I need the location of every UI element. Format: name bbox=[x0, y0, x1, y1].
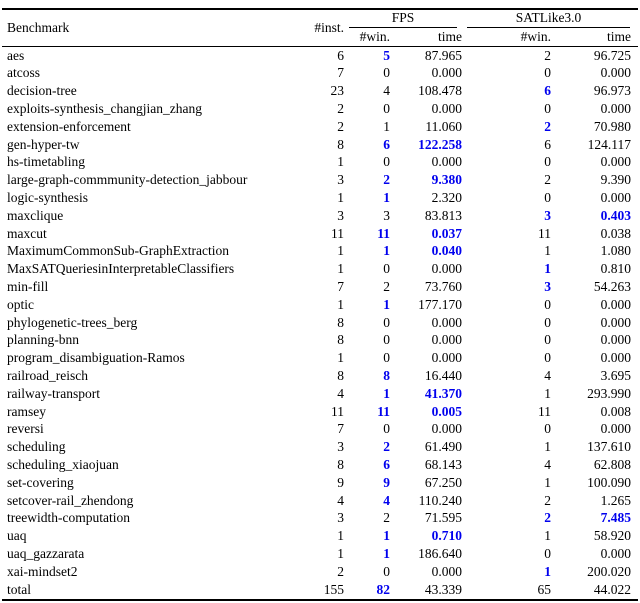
fps-win-cell: 4 bbox=[383, 492, 390, 508]
satlike-time-cell: 96.973 bbox=[593, 83, 631, 99]
inst-count-cell: 3 bbox=[337, 172, 344, 188]
fps-win-cell: 2 bbox=[383, 172, 390, 188]
satlike-win-cell: 6 bbox=[544, 83, 551, 99]
fps-group-label: FPS bbox=[349, 10, 457, 28]
table-row bbox=[2, 438, 638, 456]
satlike-time-cell: 0.810 bbox=[600, 261, 631, 277]
benchmark-name-cell: optic bbox=[7, 296, 34, 312]
col-header-satlike-time: time bbox=[554, 28, 638, 46]
fps-time-cell: 0.005 bbox=[431, 403, 462, 419]
satlike-time-cell: 0.000 bbox=[600, 546, 631, 561]
satlike-win-cell: 2 bbox=[544, 118, 551, 134]
satlike-time-cell: 200.020 bbox=[587, 563, 631, 579]
col-group-satlike bbox=[465, 9, 638, 28]
table-row bbox=[2, 314, 638, 332]
col-header-satlike-win: #win. bbox=[465, 28, 554, 46]
fps-time-cell: 0.000 bbox=[431, 261, 462, 277]
table-row bbox=[2, 563, 638, 581]
fps-time-cell: 71.595 bbox=[424, 510, 462, 526]
fps-time-cell: 0.000 bbox=[431, 332, 462, 348]
satlike-win-cell: 1 bbox=[544, 528, 551, 544]
satlike-win-cell: 1 bbox=[544, 474, 551, 490]
satlike-win-cell: 3 bbox=[544, 207, 551, 223]
satlike-time-cell: 1.265 bbox=[600, 492, 631, 508]
inst-count-cell: 3 bbox=[337, 439, 344, 455]
inst-count-cell: 2 bbox=[337, 101, 344, 117]
benchmark-name-cell: program_disambiguation-Ramos bbox=[7, 350, 185, 366]
fps-time-cell: 186.640 bbox=[418, 546, 462, 561]
satlike-time-cell: 0.000 bbox=[600, 101, 631, 117]
table-row bbox=[2, 545, 638, 563]
table-row bbox=[2, 243, 638, 261]
satlike-win-cell: 1 bbox=[544, 385, 551, 401]
table-row bbox=[2, 118, 638, 136]
benchmark-name-cell: scheduling_xiaojuan bbox=[7, 457, 119, 473]
table-row bbox=[2, 581, 638, 600]
inst-count-cell: 2 bbox=[337, 118, 344, 134]
table-row bbox=[2, 65, 638, 83]
satlike-win-cell: 0 bbox=[544, 350, 551, 366]
inst-count-cell: 1 bbox=[337, 528, 344, 544]
fps-time-cell: 0.000 bbox=[431, 101, 462, 117]
fps-time-cell: 87.965 bbox=[424, 47, 462, 63]
table-row bbox=[2, 510, 638, 528]
inst-count-cell: 1 bbox=[337, 546, 344, 561]
inst-count-cell: 1 bbox=[337, 243, 344, 259]
inst-count-cell: 1 bbox=[337, 190, 344, 206]
col-header-inst: #inst. bbox=[290, 9, 347, 46]
satlike-time-cell: 0.000 bbox=[600, 154, 631, 170]
benchmark-name-cell: planning-bnn bbox=[7, 332, 79, 348]
table-row bbox=[2, 385, 638, 403]
satlike-win-cell: 3 bbox=[544, 279, 551, 295]
satlike-time-cell: 137.610 bbox=[587, 439, 631, 455]
satlike-time-cell: 0.000 bbox=[600, 190, 631, 206]
satlike-time-cell: 1.080 bbox=[600, 243, 631, 259]
satlike-win-cell: 65 bbox=[537, 581, 551, 597]
satlike-time-cell: 9.390 bbox=[600, 172, 631, 188]
fps-time-cell: 108.478 bbox=[418, 83, 462, 99]
table-body bbox=[2, 46, 638, 599]
inst-count-cell: 1 bbox=[337, 154, 344, 170]
satlike-time-cell: 7.485 bbox=[600, 510, 631, 526]
inst-count-cell: 6 bbox=[337, 47, 344, 63]
satlike-time-cell: 44.022 bbox=[593, 581, 631, 597]
inst-count-cell: 4 bbox=[337, 385, 344, 401]
fps-time-cell: 0.000 bbox=[431, 314, 462, 330]
fps-win-cell: 6 bbox=[383, 457, 390, 473]
satlike-time-cell: 62.808 bbox=[593, 457, 631, 473]
benchmark-name-cell: scheduling bbox=[7, 439, 66, 455]
satlike-win-cell: 2 bbox=[544, 172, 551, 188]
fps-win-cell: 0 bbox=[383, 421, 390, 437]
fps-time-cell: 2.320 bbox=[431, 190, 462, 206]
fps-win-cell: 1 bbox=[383, 190, 390, 206]
fps-win-cell: 1 bbox=[383, 528, 390, 544]
fps-win-cell: 0 bbox=[383, 350, 390, 366]
satlike-win-cell: 2 bbox=[544, 47, 551, 63]
fps-time-cell: 177.170 bbox=[418, 296, 462, 312]
satlike-win-cell: 1 bbox=[544, 563, 551, 579]
fps-win-cell: 0 bbox=[383, 154, 390, 170]
satlike-time-cell: 0.000 bbox=[600, 332, 631, 348]
benchmark-results-table bbox=[2, 8, 638, 601]
inst-count-cell: 8 bbox=[337, 457, 344, 473]
table-row bbox=[2, 349, 638, 367]
fps-time-cell: 0.040 bbox=[431, 243, 462, 259]
satlike-win-cell: 2 bbox=[544, 510, 551, 526]
table-row bbox=[2, 456, 638, 474]
benchmark-name-cell: exploits-synthesis_changjian_zhang bbox=[7, 101, 202, 117]
satlike-win-cell: 0 bbox=[544, 296, 551, 312]
fps-time-cell: 83.813 bbox=[424, 207, 462, 223]
benchmark-name-cell: phylogenetic-trees_berg bbox=[7, 314, 138, 330]
benchmark-name-cell: MaximumCommonSub-GraphExtraction bbox=[7, 243, 229, 259]
table-row bbox=[2, 278, 638, 296]
table-row bbox=[2, 421, 638, 439]
inst-count-cell: 8 bbox=[337, 136, 344, 152]
table-row bbox=[2, 171, 638, 189]
benchmark-name-cell: setcover-rail_zhendong bbox=[7, 492, 134, 508]
fps-win-cell: 0 bbox=[383, 314, 390, 330]
fps-time-cell: 11.060 bbox=[425, 118, 462, 134]
satlike-win-cell: 4 bbox=[544, 368, 551, 384]
fps-win-cell: 6 bbox=[383, 136, 390, 152]
table-row bbox=[2, 403, 638, 421]
benchmark-name-cell: reversi bbox=[7, 421, 44, 437]
benchmark-name-cell: total bbox=[7, 581, 31, 597]
satlike-win-cell: 0 bbox=[544, 101, 551, 117]
satlike-win-cell: 6 bbox=[544, 136, 551, 152]
benchmark-name-cell: large-graph-commmunity-detection_jabbour bbox=[7, 172, 248, 188]
col-group-fps bbox=[347, 9, 465, 28]
fps-win-cell: 1 bbox=[383, 385, 390, 401]
benchmark-name-cell: aes bbox=[7, 47, 25, 63]
inst-count-cell: 11 bbox=[331, 225, 344, 241]
satlike-time-cell: 293.990 bbox=[587, 385, 631, 401]
inst-count-cell: 7 bbox=[337, 421, 344, 437]
satlike-time-cell: 124.117 bbox=[587, 136, 631, 152]
inst-count-cell: 2 bbox=[337, 563, 344, 579]
inst-count-cell: 11 bbox=[331, 403, 344, 419]
inst-count-cell: 155 bbox=[323, 581, 344, 597]
fps-win-cell: 1 bbox=[383, 243, 390, 259]
satlike-win-cell: 0 bbox=[544, 332, 551, 348]
fps-time-cell: 68.143 bbox=[424, 457, 462, 473]
satlike-time-cell: 58.920 bbox=[593, 528, 631, 544]
fps-win-cell: 0 bbox=[383, 65, 390, 81]
fps-win-cell: 0 bbox=[383, 101, 390, 117]
fps-win-cell: 82 bbox=[376, 581, 390, 597]
inst-count-cell: 4 bbox=[337, 492, 344, 508]
satlike-time-cell: 54.263 bbox=[593, 279, 631, 295]
benchmark-name-cell: logic-synthesis bbox=[7, 190, 88, 206]
fps-time-cell: 41.370 bbox=[424, 385, 462, 401]
inst-count-cell: 23 bbox=[330, 83, 344, 99]
fps-win-cell: 0 bbox=[383, 261, 390, 277]
fps-time-cell: 43.339 bbox=[424, 581, 462, 597]
table-row bbox=[2, 189, 638, 207]
satlike-time-cell: 100.090 bbox=[587, 474, 631, 490]
fps-time-cell: 0.000 bbox=[431, 350, 462, 366]
fps-time-cell: 0.710 bbox=[431, 528, 462, 544]
inst-count-cell: 1 bbox=[337, 261, 344, 277]
benchmark-name-cell: railroad_reisch bbox=[7, 368, 88, 384]
benchmark-name-cell: treewidth-computation bbox=[7, 510, 130, 526]
satlike-win-cell: 1 bbox=[544, 439, 551, 455]
fps-time-cell: 0.000 bbox=[431, 563, 462, 579]
benchmark-name-cell: railway-transport bbox=[7, 385, 100, 401]
inst-count-cell: 1 bbox=[337, 296, 344, 312]
fps-time-cell: 9.380 bbox=[431, 172, 462, 188]
fps-win-cell: 1 bbox=[383, 296, 390, 312]
benchmark-name-cell: xai-mindset2 bbox=[7, 563, 78, 579]
inst-count-cell: 7 bbox=[337, 65, 344, 81]
benchmark-name-cell: atcoss bbox=[7, 65, 40, 81]
satlike-time-cell: 3.695 bbox=[600, 368, 631, 384]
table-row bbox=[2, 260, 638, 278]
fps-win-cell: 1 bbox=[383, 546, 390, 561]
inst-count-cell: 1 bbox=[337, 350, 344, 366]
table-row bbox=[2, 367, 638, 385]
fps-time-cell: 110.240 bbox=[418, 492, 462, 508]
fps-time-cell: 67.250 bbox=[424, 474, 462, 490]
fps-win-cell: 2 bbox=[383, 439, 390, 455]
benchmark-name-cell: maxclique bbox=[7, 207, 64, 223]
fps-time-cell: 61.490 bbox=[424, 439, 462, 455]
satlike-win-cell: 0 bbox=[544, 546, 551, 561]
fps-win-cell: 1 bbox=[383, 118, 390, 134]
satlike-time-cell: 0.000 bbox=[600, 314, 631, 330]
satlike-time-cell: 0.000 bbox=[600, 350, 631, 366]
col-header-benchmark: Benchmark bbox=[2, 9, 290, 46]
fps-time-cell: 0.000 bbox=[431, 154, 462, 170]
benchmark-name-cell: decision-tree bbox=[7, 83, 77, 99]
table-row bbox=[2, 100, 638, 118]
inst-count-cell: 8 bbox=[337, 314, 344, 330]
benchmark-name-cell: maxcut bbox=[7, 225, 47, 241]
table-row bbox=[2, 492, 638, 510]
inst-count-cell: 9 bbox=[337, 474, 344, 490]
benchmark-name-cell: MaxSATQueriesinInterpretableClassifiers bbox=[7, 261, 235, 277]
fps-win-cell: 0 bbox=[383, 563, 390, 579]
satlike-win-cell: 0 bbox=[544, 65, 551, 81]
table-row bbox=[2, 332, 638, 350]
benchmark-name-cell: uaq_gazzarata bbox=[7, 546, 85, 561]
fps-win-cell: 2 bbox=[383, 510, 390, 526]
benchmark-name-cell: uaq bbox=[7, 528, 27, 544]
fps-time-cell: 0.037 bbox=[431, 225, 462, 241]
satlike-time-cell: 70.980 bbox=[593, 118, 631, 134]
satlike-time-cell: 0.000 bbox=[600, 296, 631, 312]
satlike-group-label: SATLike3.0 bbox=[467, 10, 630, 28]
fps-win-cell: 4 bbox=[383, 83, 390, 99]
satlike-win-cell: 1 bbox=[544, 261, 551, 277]
table-row bbox=[2, 82, 638, 100]
satlike-win-cell: 0 bbox=[544, 314, 551, 330]
fps-time-cell: 16.440 bbox=[424, 368, 462, 384]
table-header bbox=[2, 9, 638, 46]
table-row bbox=[2, 46, 638, 64]
fps-time-cell: 73.760 bbox=[424, 279, 462, 295]
fps-time-cell: 122.258 bbox=[418, 136, 462, 152]
table-row bbox=[2, 207, 638, 225]
satlike-time-cell: 0.000 bbox=[600, 65, 631, 81]
table-row bbox=[2, 527, 638, 545]
benchmark-name-cell: set-covering bbox=[7, 474, 74, 490]
inst-count-cell: 8 bbox=[337, 368, 344, 384]
satlike-time-cell: 0.038 bbox=[600, 225, 631, 241]
fps-win-cell: 0 bbox=[383, 332, 390, 348]
satlike-win-cell: 11 bbox=[538, 403, 551, 419]
benchmark-name-cell: ramsey bbox=[7, 403, 46, 419]
satlike-win-cell: 4 bbox=[544, 457, 551, 473]
inst-count-cell: 3 bbox=[337, 207, 344, 223]
benchmark-name-cell: extension-enforcement bbox=[7, 118, 131, 134]
fps-win-cell: 5 bbox=[383, 47, 390, 63]
satlike-win-cell: 0 bbox=[544, 421, 551, 437]
table-row bbox=[2, 136, 638, 154]
table-row bbox=[2, 474, 638, 492]
fps-win-cell: 2 bbox=[383, 279, 390, 295]
fps-time-cell: 0.000 bbox=[431, 421, 462, 437]
inst-count-cell: 3 bbox=[337, 510, 344, 526]
satlike-win-cell: 1 bbox=[544, 243, 551, 259]
benchmark-name-cell: min-fill bbox=[7, 279, 49, 295]
inst-count-cell: 7 bbox=[337, 279, 344, 295]
col-header-fps-win: #win. bbox=[347, 28, 393, 46]
satlike-time-cell: 0.008 bbox=[600, 403, 631, 419]
satlike-time-cell: 0.000 bbox=[600, 421, 631, 437]
satlike-win-cell: 0 bbox=[544, 154, 551, 170]
fps-win-cell: 8 bbox=[383, 368, 390, 384]
satlike-time-cell: 0.403 bbox=[600, 207, 631, 223]
benchmark-name-cell: hs-timetabling bbox=[7, 154, 85, 170]
satlike-win-cell: 2 bbox=[544, 492, 551, 508]
table-row bbox=[2, 225, 638, 243]
table-row bbox=[2, 154, 638, 172]
fps-win-cell: 11 bbox=[377, 225, 390, 241]
benchmark-name-cell: gen-hyper-tw bbox=[7, 136, 80, 152]
fps-time-cell: 0.000 bbox=[431, 65, 462, 81]
col-header-fps-time: time bbox=[393, 28, 465, 46]
fps-win-cell: 3 bbox=[383, 207, 390, 223]
fps-win-cell: 9 bbox=[383, 474, 390, 490]
inst-count-cell: 8 bbox=[337, 332, 344, 348]
table-row bbox=[2, 296, 638, 314]
satlike-win-cell: 0 bbox=[544, 190, 551, 206]
satlike-time-cell: 96.725 bbox=[593, 47, 631, 63]
fps-win-cell: 11 bbox=[377, 403, 390, 419]
table-header-row-groups bbox=[2, 9, 638, 28]
satlike-win-cell: 11 bbox=[538, 225, 551, 241]
